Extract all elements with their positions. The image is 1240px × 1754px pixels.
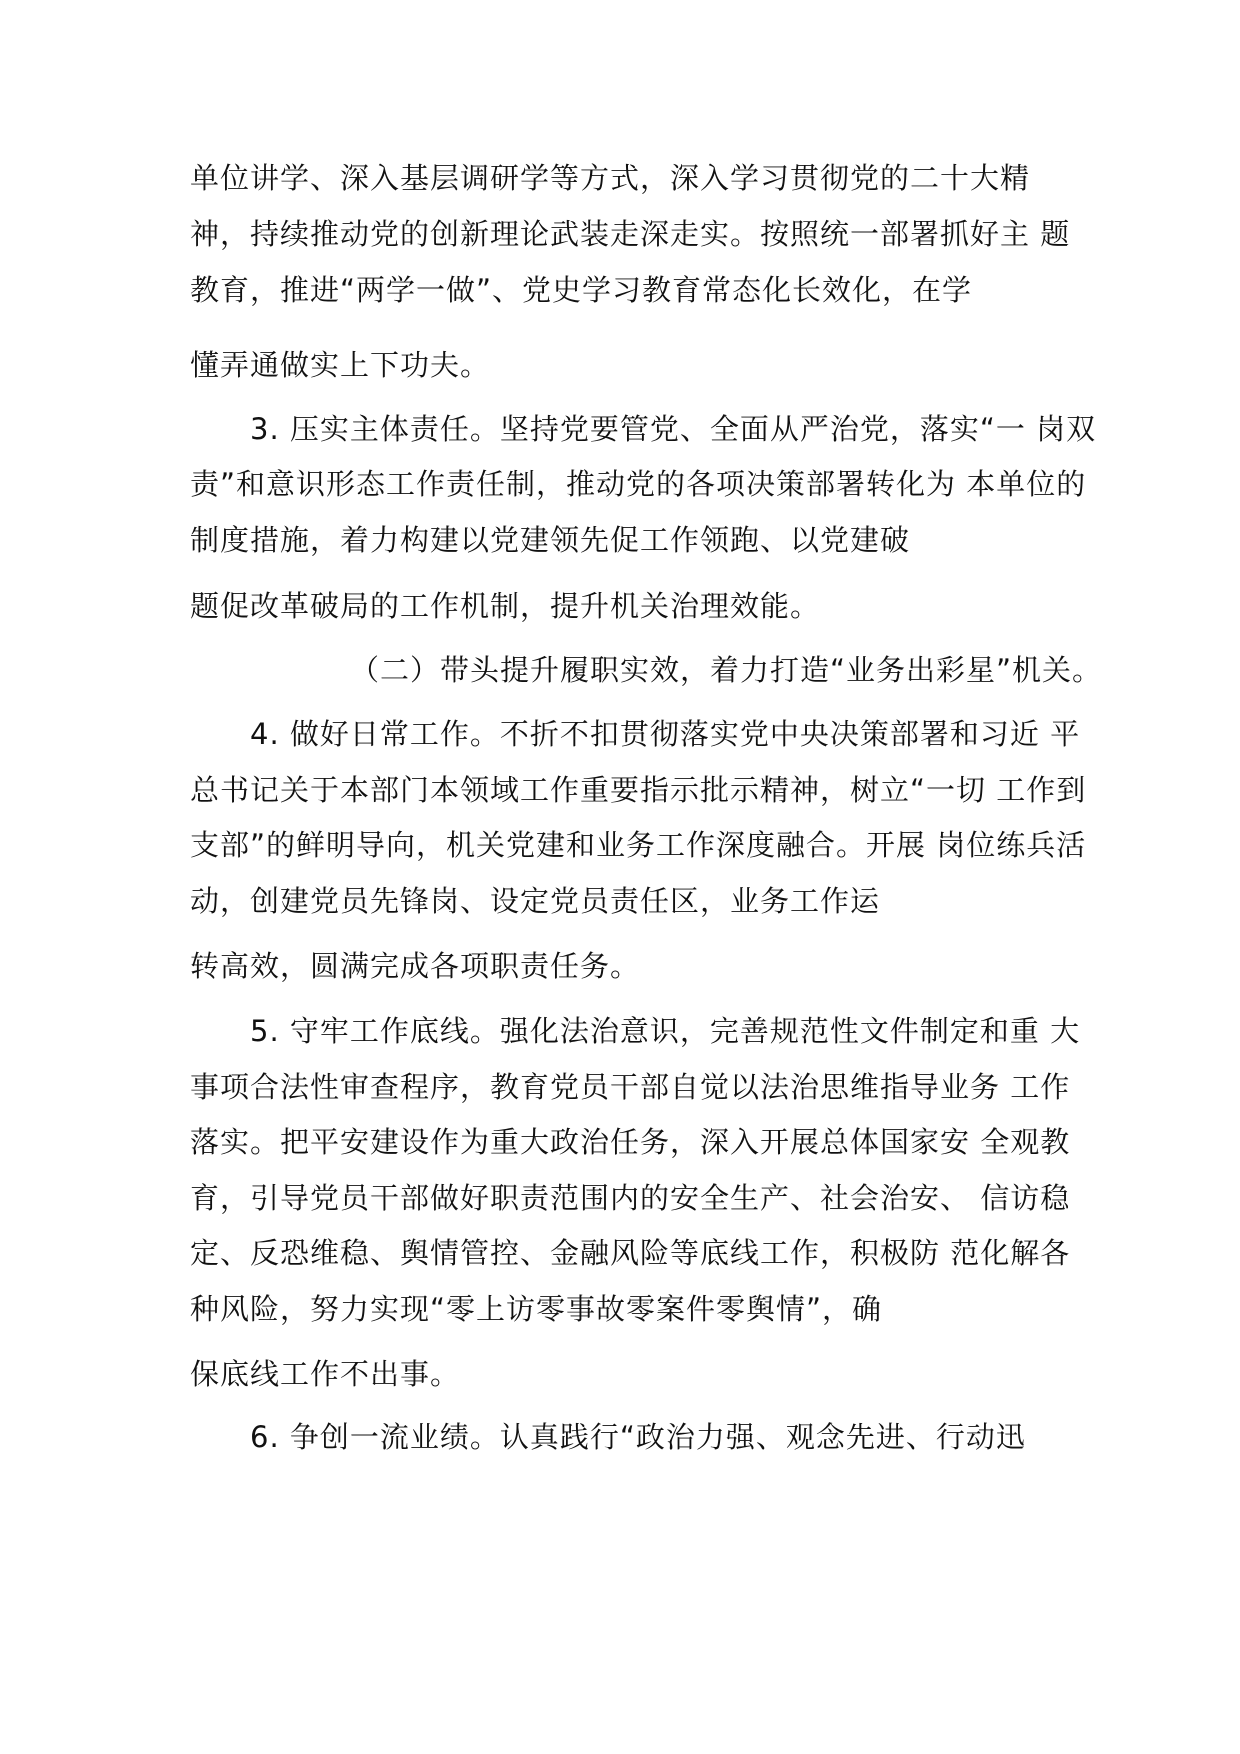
numbered-item-6: 6. 争创一流业绩。认真践行“政治力强、观念先进、行动迅 (250, 1420, 1026, 1454)
text-line: 教育，推进“两学一做”、党史学习教育常态化长效化，在学 (190, 273, 973, 307)
text-line: 支部”的鲜明导向，机关党建和业务工作深度融合。开展 岗位练兵活 (190, 828, 1087, 862)
numbered-item-3: 3. 压实主体责任。坚持党要管党、全面从严治党，落实“一 岗双 (250, 412, 1097, 446)
text-line: 事项合法性审查程序，教育党员干部自觉以法治思维指导业务 工作 (190, 1070, 1071, 1104)
text-line: 育，引导党员干部做好职责范围内的安全生产、社会治安、 信访稳 (190, 1181, 1071, 1215)
text-line: 制度措施，着力构建以党建领先促工作领跑、以党建破 (190, 523, 911, 557)
text-line: 单位讲学、深入基层调研学等方式，深入学习贯彻党的二十大精 (190, 161, 1031, 195)
text-line: 转高效，圆满完成各项职责任务。 (190, 949, 641, 983)
text-line: 责”和意识形态工作责任制，推动党的各项决策部署转化为 本单位的 (190, 467, 1087, 501)
text-line: 总书记关于本部门本领域工作重要指示批示精神，树立“一切 工作到 (190, 773, 1087, 807)
text-line: 题促改革破局的工作机制，提升机关治理效能。 (190, 589, 821, 623)
numbered-item-5: 5. 守牢工作底线。强化法治意识，完善规范性文件制定和重 大 (250, 1014, 1081, 1048)
text-line: 神，持续推动党的创新理论武装走深走实。按照统一部署抓好主 题 (190, 217, 1071, 251)
section-heading: （二）带头提升履职实效，着力打造“业务出彩星”机关。 (350, 653, 1103, 687)
text-line: 懂弄通做实上下功夫。 (190, 348, 491, 382)
text-line: 保底线工作不出事。 (190, 1357, 461, 1391)
text-line: 落实。把平安建设作为重大政治任务，深入开展总体国家安 全观教 (190, 1125, 1071, 1159)
text-line: 种风险，努力实现“零上访零事故零案件零舆情”，确 (190, 1292, 883, 1326)
numbered-item-4: 4. 做好日常工作。不折不扣贯彻落实党中央决策部署和习近 平 (250, 717, 1081, 751)
text-line: 动，创建党员先锋岗、设定党员责任区，业务工作运 (190, 884, 881, 918)
text-line: 定、反恐维稳、舆情管控、金融风险等底线工作，积极防 范化解各 (190, 1236, 1071, 1270)
